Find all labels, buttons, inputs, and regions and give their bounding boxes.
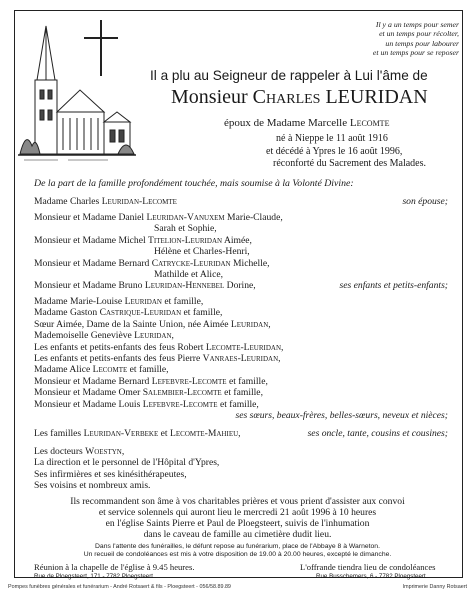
intro-line: Il a plu au Seigneur de rappeler à Lui l'âme de	[150, 68, 428, 83]
address-line: Rue Busschemers, 6 - 7782 Ploegsteert	[316, 573, 426, 580]
meeting-line: Réunion à la chapelle de l'église à 9.45 heures.	[34, 562, 195, 572]
others-block	[34, 446, 448, 492]
spouse-text: Madame Charles	[34, 196, 100, 207]
families-row: Les familles Leuridan-Verbeke et Lecomte-Mahieu, ses oncle, tante, cousins et cousines;	[34, 428, 448, 439]
funeral-block	[20, 496, 455, 540]
spouse-line-text: époux de Madame Marcelle	[224, 117, 348, 129]
list-item: Sarah et Sophie,	[154, 223, 217, 235]
spouse-line	[224, 117, 389, 129]
family-intro: De la part de la famille profondément touchée, mais soumise à la Volonté Divine:	[34, 178, 354, 189]
church-icon	[18, 18, 138, 166]
list-item: Monsieur et Madame Daniel Leuridan-Vanuxem Marie-Claude,	[34, 212, 283, 223]
note-line: Dans l'attente des funérailles, le défunt repose au funérarium, place de l'Abbaye 8 à Warneton.	[95, 543, 380, 550]
list-item: Ses infirmières et ses kinésithérapeutes,	[34, 468, 187, 480]
list-item: Monsieur et Madame Louis Lefebvre-Lecomte et famille,	[34, 398, 259, 410]
funeral-line: en l'église Saints Pierre et Paul de Ploegsteert, suivis de l'inhumation	[105, 518, 370, 529]
list-item: Madame Marie-Louise Leuridan et famille,	[34, 296, 204, 307]
list-item: Mathilde et Alice,	[154, 269, 224, 281]
list-item: Monsieur et Madame Omer Salembier-Lecomte et famille,	[34, 387, 263, 399]
list-item: Madame Gaston Castrique-Leuridan et famille,	[34, 307, 223, 319]
notes-block	[20, 543, 455, 560]
spouse-row	[34, 196, 448, 207]
siblings-role-line	[34, 410, 448, 421]
deceased-name	[171, 86, 428, 109]
note-line: Un recueil de condoléances est mis à votre disposition de 19.00 à 20.00 heures, excepté le dimanche.	[83, 551, 392, 559]
funeral-line: Ils recommandent son âme à vos charitables prières et vous prient d'assister aux convoi	[70, 496, 405, 507]
list-item: Les enfants et petits-enfants des feus Pierre Vanraes-Leuridan,	[34, 353, 281, 365]
name-last: LEURIDAN	[325, 86, 428, 108]
list-item: Monsieur et Madame Bruno Leuridan-Hennebel Dorine, ses enfants et petits-enfants;	[34, 280, 448, 292]
list-item: Hélène et Charles-Henri,	[154, 246, 250, 258]
footer-left: Pompes funèbres générales et funérarium - André Rotsaert & fils - Ploegsteert - 056/58.89.89	[8, 584, 231, 590]
poem-line: et un temps pour récolter,	[379, 29, 459, 39]
list-item: Mademoiselle Geneviève Leuridan,	[34, 330, 174, 342]
spouse-line-name: Lecomte	[349, 117, 390, 129]
poem-line: et un temps pour se reposer	[372, 48, 459, 58]
death-line: et décédé à Ypres le 16 août 1996,	[266, 146, 403, 157]
comfort-line: réconforté du Sacrement des Malades.	[273, 158, 426, 169]
name-first: Charles	[252, 86, 321, 108]
list-item: La direction et le personnel de l'Hôpital d'Ypres,	[34, 457, 220, 469]
footer-right: Imprimerie Danny Rotsaert	[402, 584, 467, 590]
children-role: ses enfants et petits-enfants;	[339, 280, 448, 292]
birth-line: né à Nieppe le 11 août 1916	[276, 133, 388, 144]
spouse-name: Leuridan-Lecomte	[101, 196, 177, 207]
list-item: Monsieur et Madame Michel Titelion-Leuridan Aimée,	[34, 234, 252, 246]
addresses-left	[34, 573, 153, 580]
funeral-line: et service solennels qui auront lieu le mercredi 21 août 1996 à 10 heures	[98, 507, 377, 518]
list-item: Les enfants et petits-enfants des feus Robert Lecomte-Leuridan,	[34, 341, 284, 353]
list-item: Les docteurs Woestyn,	[34, 446, 125, 457]
poem-line: Il y a un temps pour semer	[375, 20, 459, 29]
list-item: Madame Alice Lecomte et famille,	[34, 364, 169, 376]
address-line: Rue de Ploegsteert, 171 - 7782 Ploegsteert	[34, 573, 154, 580]
list-item: Sœur Aimée, Dame de la Sainte Union, née Aimée Leuridan,	[34, 318, 271, 330]
addresses-right	[316, 573, 426, 580]
spouse-role: son épouse;	[402, 196, 448, 207]
list-item: Monsieur et Madame Bernard Catrycke-Leuridan Michelle,	[34, 257, 270, 269]
poem	[373, 20, 459, 58]
list-item: Ses voisins et nombreux amis.	[34, 480, 151, 492]
siblings-block	[34, 296, 448, 421]
name-prefix: Monsieur	[171, 86, 248, 108]
offering-line: L'offrande tiendra lieu de condoléances	[300, 562, 436, 572]
children-block	[34, 212, 448, 292]
funeral-line: dans le caveau de famille au cimetière dudit lieu.	[143, 529, 332, 540]
families-role: ses oncle, tante, cousins et cousines;	[307, 428, 448, 439]
list-item: Monsieur et Madame Bernard Lefebvre-Lecomte et famille,	[34, 375, 268, 387]
poem-line: un temps pour labourer	[385, 38, 459, 48]
siblings-role: ses sœurs, beaux-frères, belles-sœurs, neveux et nièces;	[235, 410, 448, 422]
